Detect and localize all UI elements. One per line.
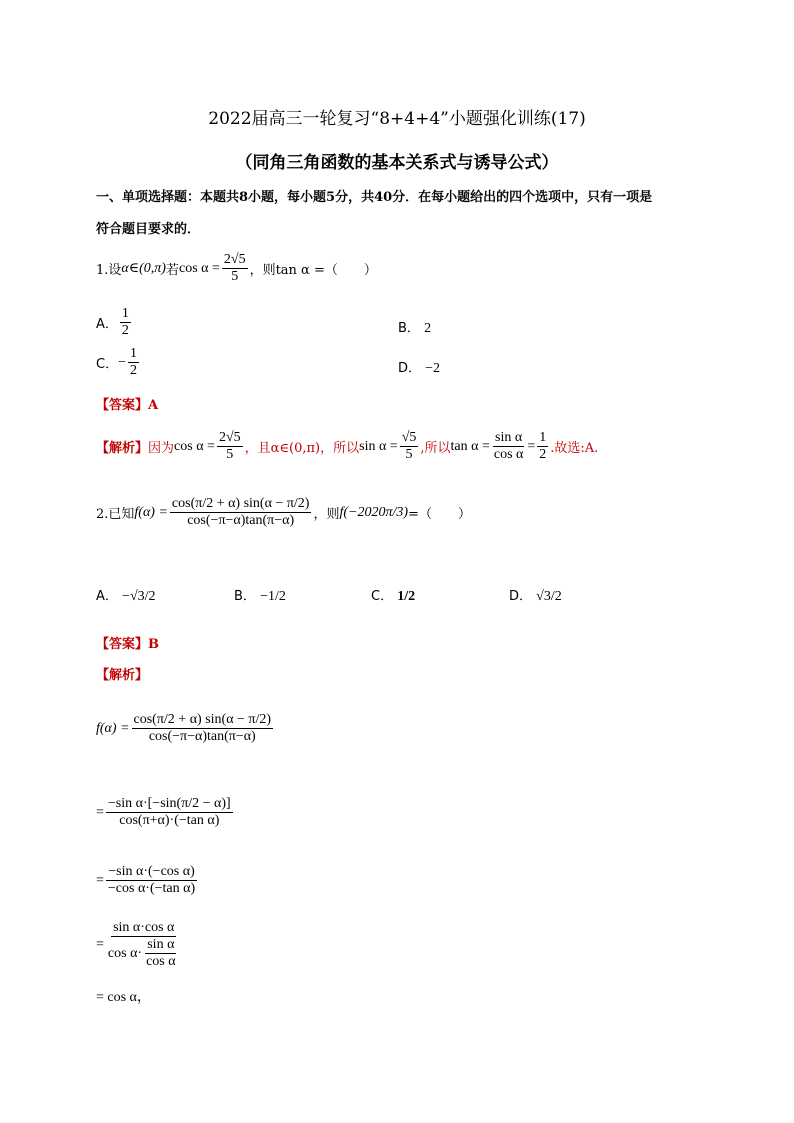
q1-analysis-num2: √5 — [400, 430, 419, 447]
q1-option-a-den: 2 — [121, 323, 129, 339]
q2-fraction — [170, 496, 312, 529]
q1-analysis-frac3 — [492, 430, 526, 463]
q2-step-1-num: cos(π/2 + α) sin(α − π/2) — [132, 712, 274, 729]
q1-prefix: 1.设 — [96, 263, 122, 279]
q1-analysis-num4: 1 — [537, 430, 548, 447]
q1-option-d-value: −2 — [425, 361, 441, 376]
q1-analysis-frac1 — [217, 430, 243, 463]
q1-option-a — [96, 306, 133, 339]
q2-numerator: cos(π/2 + α) sin(α − π/2) — [170, 496, 312, 513]
q1-analysis-tan: tan α = — [450, 438, 490, 454]
q1-analysis-den2: 5 — [405, 447, 413, 463]
q2-prefix: 2.已知 — [96, 507, 135, 523]
q1-option-c-fraction — [128, 346, 139, 379]
q1-analysis-label: 【解析】 — [96, 441, 149, 457]
q2-step-3-num: −sin α·(−cos α) — [106, 864, 196, 881]
q2-step-4-den-a: cos α· — [107, 945, 143, 961]
q1-analysis-frac4 — [537, 430, 548, 463]
q1-analysis-sin: sin α = — [359, 438, 398, 454]
q1-analysis — [96, 430, 598, 463]
q2-step-1-lhs: f(α) = — [96, 720, 130, 736]
section-instruction-line1: 一、单项选择题：本题共8小题，每小题5分，共40分．在每小题给出的四个选项中，只有一项是 — [96, 190, 653, 205]
q2-f-lhs: f(α) = — [134, 504, 168, 520]
q1-option-a-num: 1 — [120, 306, 131, 323]
q1-option-c — [96, 346, 141, 379]
q2-step-5: = cos α， — [96, 990, 151, 1005]
q2-step-2-den: cos(π+α)·(−tan α) — [119, 813, 220, 829]
q1-option-c-label: C． — [96, 357, 119, 373]
q2-step-2-num: −sin α·[−sin(π/2 − α)] — [106, 796, 233, 813]
q1-answer: 【答案】A — [96, 398, 159, 413]
q2-analysis-label: 【解析】 — [96, 668, 149, 683]
q1-option-b — [398, 317, 431, 337]
q2-option-a-value: −√3/2 — [122, 589, 156, 604]
q2-option-a — [96, 585, 156, 605]
q2-option-b-label: B． — [234, 589, 256, 604]
q2-option-c-value: 1/2 — [397, 589, 416, 604]
q2-step-4-den-num: sin α — [145, 937, 176, 954]
q1-analysis-den4: 2 — [539, 447, 547, 463]
q1-analysis-num1: 2√5 — [217, 430, 243, 447]
q2-step-2: = $\frac{\text{−sin α·[−sin(π/2 − α)]}}{\text{cos(π+α)·(−tan α)}}$ — [96, 796, 231, 829]
q2-option-d-value: √3/2 — [536, 589, 562, 604]
q2-option-d-label: D． — [509, 589, 533, 604]
q1-analysis-eq: = — [527, 438, 536, 454]
q1-analysis-num3: sin α — [493, 430, 524, 447]
q1-option-d-label: D． — [398, 361, 422, 376]
q1-analysis-cos: cos α = — [174, 438, 215, 454]
q1-analysis-p3: ,所以 — [420, 441, 451, 457]
q2-denominator: cos(−π−α)tan(π−α) — [187, 513, 295, 529]
q2-step-4-fraction — [106, 920, 182, 970]
q1-cos-numerator: 2√5 — [222, 252, 248, 269]
question-2 — [96, 496, 471, 529]
q2-tail2: =（ ） — [408, 507, 471, 523]
q2-option-c-label: C． — [371, 589, 394, 604]
q1-option-c-den: 2 — [129, 363, 137, 379]
page-title: 2022届高三一轮复习“8+4+4”小题强化训练(17) — [208, 109, 586, 129]
q2-f-arg: f(−2020π/3) — [339, 504, 409, 520]
q2-step-1-den: cos(−π−α)tan(π−α) — [148, 729, 256, 745]
section-instruction-line2: 符合题目要求的． — [96, 222, 201, 237]
q1-option-b-value: 2 — [424, 321, 432, 336]
q1-analysis-den3: cos α — [493, 447, 524, 463]
q1-option-a-fraction — [120, 306, 131, 339]
q1-analysis-den1: 5 — [226, 447, 234, 463]
q2-tail1: ，则 — [313, 507, 340, 523]
q2-step-4-den-fraction — [144, 937, 178, 970]
q1-analysis-frac2 — [400, 430, 419, 463]
q2-step-4: = sin α·cos α cos α· $\frac{\text{sin α}}{\text{cos α}}$ — [96, 920, 184, 970]
q2-option-a-label: A． — [96, 589, 118, 604]
q1-option-d — [398, 357, 440, 377]
q2-option-c — [371, 585, 415, 605]
q1-analysis-p4: .故选:A. — [550, 441, 599, 457]
q2-answer: 【答案】B — [96, 637, 159, 652]
q2-option-b — [234, 585, 286, 605]
page-subtitle: （同角三角函数的基本关系式与诱导公式） — [235, 153, 559, 173]
q1-analysis-p1: 因为 — [148, 441, 175, 457]
q1-condition: α∈(0,π) — [121, 261, 166, 277]
q2-step-4-den-den: cos α — [146, 954, 176, 970]
q1-tail: ，则tan α =（ ） — [249, 263, 377, 279]
q2-step-1-fraction — [132, 712, 274, 745]
q1-cos-lhs: cos α = — [178, 260, 220, 276]
q2-option-d — [509, 585, 562, 605]
q1-cos-denominator: 5 — [231, 269, 239, 285]
q2-option-b-value: −1/2 — [260, 589, 286, 604]
q2-step-1 — [96, 712, 275, 745]
q1-option-c-num: 1 — [128, 346, 139, 363]
question-1 — [96, 252, 377, 285]
q1-analysis-p2: ，且α∈(0,π)，所以 — [244, 441, 360, 457]
q2-step-3-den: −cos α·(−tan α) — [107, 881, 196, 897]
q2-step-3: = $\frac{\text{−sin α·(−cos α)}}{\text{−cos α·(−tan α)}}$ — [96, 864, 196, 897]
q2-step-3-fraction — [106, 864, 197, 897]
q1-option-b-label: B． — [398, 321, 420, 336]
q2-step-2-fraction — [106, 796, 233, 829]
q1-mid: 若 — [165, 263, 179, 279]
q2-step-4-den — [106, 937, 182, 970]
q1-option-c-sign: − — [118, 354, 126, 370]
q1-cos-fraction — [222, 252, 248, 285]
q1-option-a-label: A． — [96, 317, 118, 333]
q2-step-4-num: sin α·cos α — [111, 920, 176, 937]
